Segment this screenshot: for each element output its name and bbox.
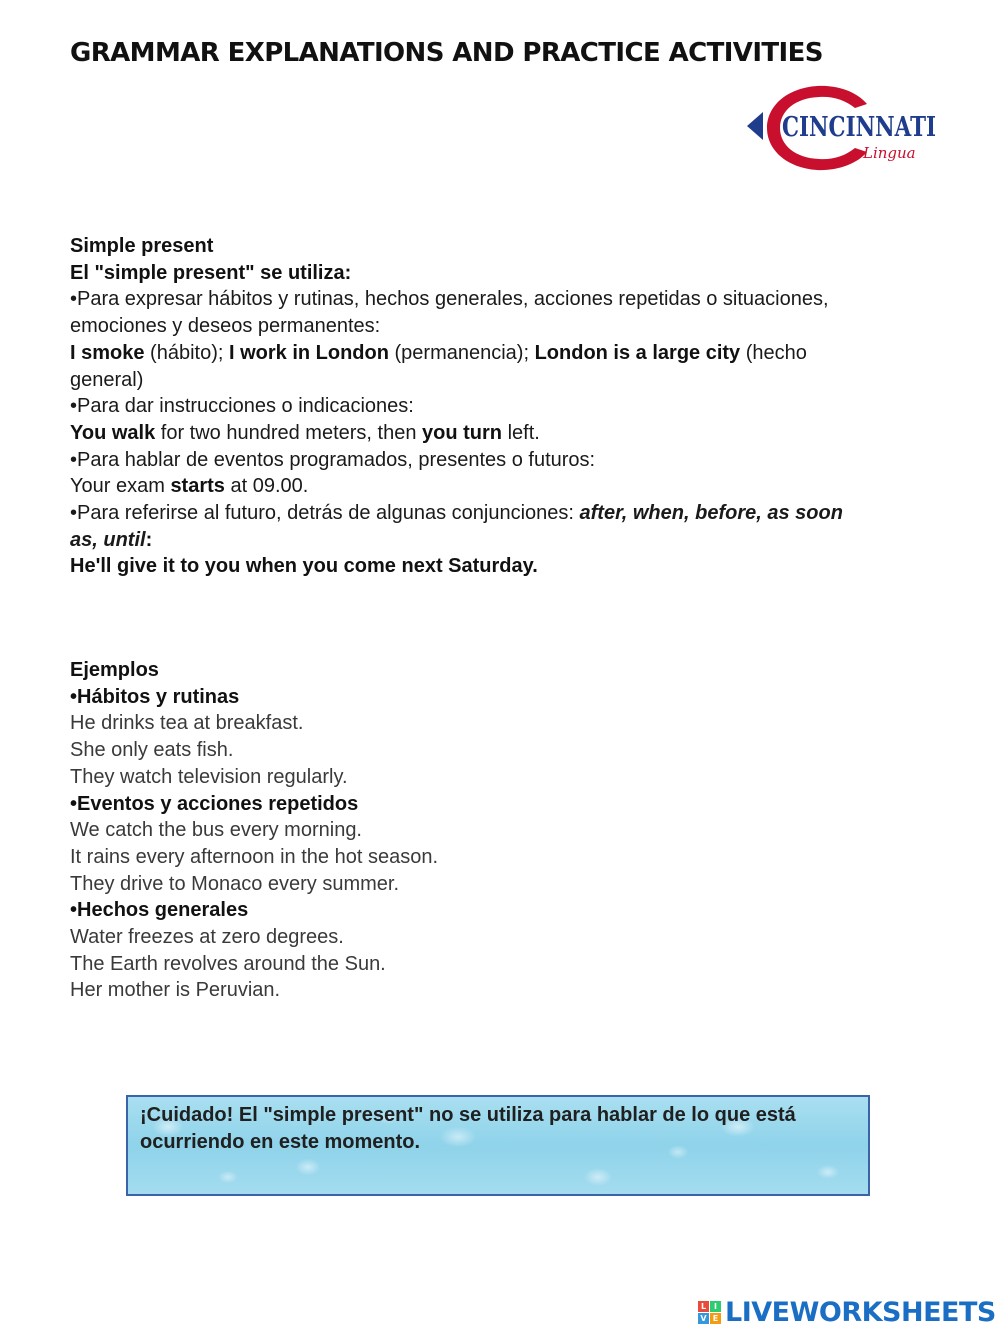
usage-point-1: •Para expresar hábitos y rutinas, hechos generales, acciones repetidas o situaciones, emociones y deseos permanentes: — [70, 288, 829, 338]
logo-subtitle: Lingua — [863, 144, 916, 162]
example-sentence: The Earth revolves around the Sun. — [70, 952, 386, 975]
example-sentence: She only eats fish. — [70, 739, 234, 762]
usage-point-3: •Para hablar de eventos programados, presentes o futuros: — [70, 448, 596, 471]
example-group-title: •Hábitos y rutinas — [70, 685, 240, 708]
usage-examples-1: I smoke (hábito); I work in London (permanencia); London is a large city (hecho general) — [70, 341, 807, 391]
example-sentence: We catch the bus every morning. — [70, 819, 362, 842]
liveworksheets-brand — [698, 1297, 996, 1327]
example-sentence: They drive to Monaco every summer. — [70, 872, 400, 895]
example-group-title: •Eventos y acciones repetidos — [70, 792, 359, 815]
cincinnati-lingua-logo — [745, 82, 945, 174]
example-sentence: Her mother is Peruvian. — [70, 979, 281, 1002]
liveworksheets-wordmark: LIVEWORKSHEETS — [725, 1296, 996, 1328]
usage-example-3: Your exam starts at 09.00. — [70, 475, 309, 498]
usage-example-4: He'll give it to you when you come next Saturday. — [70, 555, 538, 578]
examples-heading: Ejemplos — [70, 659, 159, 681]
section-heading: Simple present — [70, 235, 214, 257]
example-sentence: They watch television regularly. — [70, 765, 348, 788]
warning-callout-box — [126, 1095, 870, 1196]
usage-point-2: •Para dar instrucciones o indicaciones: — [70, 395, 414, 418]
logo-graphic — [745, 82, 945, 174]
example-group-title: •Hechos generales — [70, 899, 249, 922]
warning-callout-text: ¡Cuidado! El "simple present" no se utiliza para hablar de lo que está ocurriendo en este momento. — [140, 1104, 796, 1153]
examples-section — [70, 657, 870, 1004]
simple-present-explanation — [70, 233, 870, 580]
usage-point-4: •Para referirse al futuro, detrás de algunas conjunciones: after, when, before, as soon as, until: — [70, 502, 843, 551]
example-sentence: It rains every afternoon in the hot season. — [70, 845, 438, 868]
usage-example-2: You walk for two hundred meters, then you turn left. — [70, 421, 540, 444]
example-sentence: Water freezes at zero degrees. — [70, 926, 344, 949]
liveworksheets-icon: L I V E — [698, 1301, 721, 1324]
page-title: GRAMMAR EXPLANATIONS AND PRACTICE ACTIVITIES — [70, 38, 823, 68]
logo-wordmark: CINCINNATI — [782, 112, 936, 143]
example-sentence: He drinks tea at breakfast. — [70, 712, 304, 735]
section-subheading: El "simple present" se utiliza: — [70, 261, 352, 284]
